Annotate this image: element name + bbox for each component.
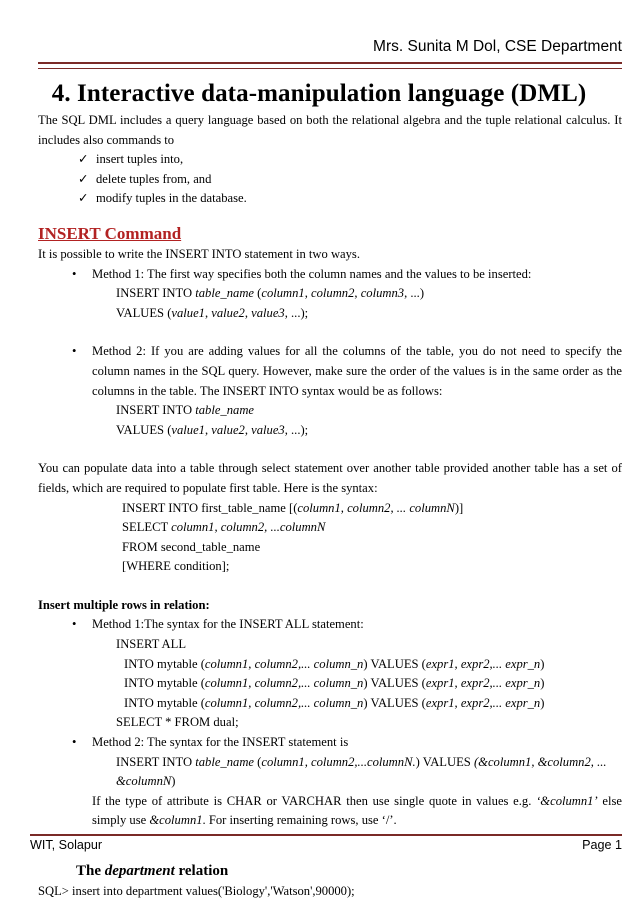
method2-item: • Method 2: If you are adding values for all the columns of the table, you do not need to specify the column names in the SQL query. However, make sure the order of the values is in the same order as the columns in the table. The INSERT INTO syntax would be as follows:: [72, 344, 622, 398]
list-item: ✓ modify tuples in the database.: [38, 189, 622, 209]
populate-paragraph: You can populate data into a table through select statement over another table provided another table has a set of fields, which are required to populate first table. Here is the syntax:: [38, 461, 622, 495]
bullet-icon: •: [72, 735, 77, 750]
check-mark-icon: ✓: [78, 152, 89, 167]
intro-paragraph: The SQL DML includes a query language based on both the relational algebra and the tuple relational calculus. It includes also commands to: [38, 113, 622, 147]
into-line-2: INTO mytable (column1, column2,... column_n) VALUES (expr1, expr2,... expr_n): [124, 676, 545, 691]
bullet-icon: •: [72, 266, 77, 281]
method1-code-line2: VALUES (value1, value2, value3, ...);: [116, 305, 309, 320]
multi-method2-code: INSERT INTO table_name (column1, column2,...columnN.) VALUES (&column1, &column2, ... &columnN): [116, 754, 607, 789]
check-mark-icon: ✓: [78, 191, 89, 206]
sql-example-line: SQL> insert into department values('Biology','Watson',90000);: [38, 883, 355, 898]
insert-all-line: INSERT ALL: [116, 637, 187, 652]
multi-method2-note: If the type of attribute is CHAR or VARCHAR then use single quote in values e.g. ‘&column1’ else simply use &column1. For inserting remaining rows, use ‘/’.: [92, 793, 622, 828]
footer-rule: [30, 834, 622, 836]
bullet-icon: •: [72, 617, 77, 632]
page-number: Page 1: [582, 838, 622, 852]
multi-method2-item: • Method 2: The syntax for the INSERT statement is: [38, 733, 622, 753]
department-relation-heading: The department relation: [76, 863, 229, 879]
method2-code-line2: VALUES (value1, value2, value3, ...);: [116, 422, 309, 437]
multi-heading: Insert multiple rows in relation:: [38, 597, 210, 612]
populate-code-line1: INSERT INTO first_table_name [(column1, column2, ... columnN)]: [122, 500, 464, 515]
method1-item: • Method 1: The first way specifies both the column names and the values to be inserted:: [38, 265, 622, 285]
page-title: 4. Interactive data-manipulation language (DML): [51, 80, 587, 107]
bullet-icon: •: [72, 344, 77, 359]
document-body: [38, 111, 622, 901]
into-line-1: INTO mytable (column1, column2,... column_n) VALUES (expr1, expr2,... expr_n): [124, 656, 545, 671]
insert-heading: INSERT Command: [38, 223, 182, 243]
check-mark-icon: ✓: [78, 171, 89, 186]
list-item: ✓ insert tuples into,: [38, 150, 622, 170]
page-header: Mrs. Sunita M Dol, CSE Department: [373, 38, 622, 55]
multi-method1-item: • Method 1:The syntax for the INSERT ALL statement:: [38, 615, 622, 635]
list-item: ✓ delete tuples from, and: [38, 170, 622, 190]
populate-code-line4: [WHERE condition];: [122, 559, 230, 574]
check-list: [38, 150, 622, 209]
two-ways-text: It is possible to write the INSERT INTO statement in two ways.: [38, 246, 360, 261]
method1-code-line1: INSERT INTO table_name (column1, column2, column3, ...): [116, 286, 425, 301]
populate-code-line3: FROM second_table_name: [122, 539, 261, 554]
footer-institute: WIT, Solapur: [30, 838, 103, 852]
into-line-3: INTO mytable (column1, column2,... column_n) VALUES (expr1, expr2,... expr_n): [124, 695, 545, 710]
populate-code-line2: SELECT column1, column2, ...columnN: [122, 520, 326, 535]
method2-code-line1: INSERT INTO table_name: [116, 403, 255, 418]
header-rule: [38, 62, 622, 69]
select-dual-line: SELECT * FROM dual;: [116, 715, 239, 730]
